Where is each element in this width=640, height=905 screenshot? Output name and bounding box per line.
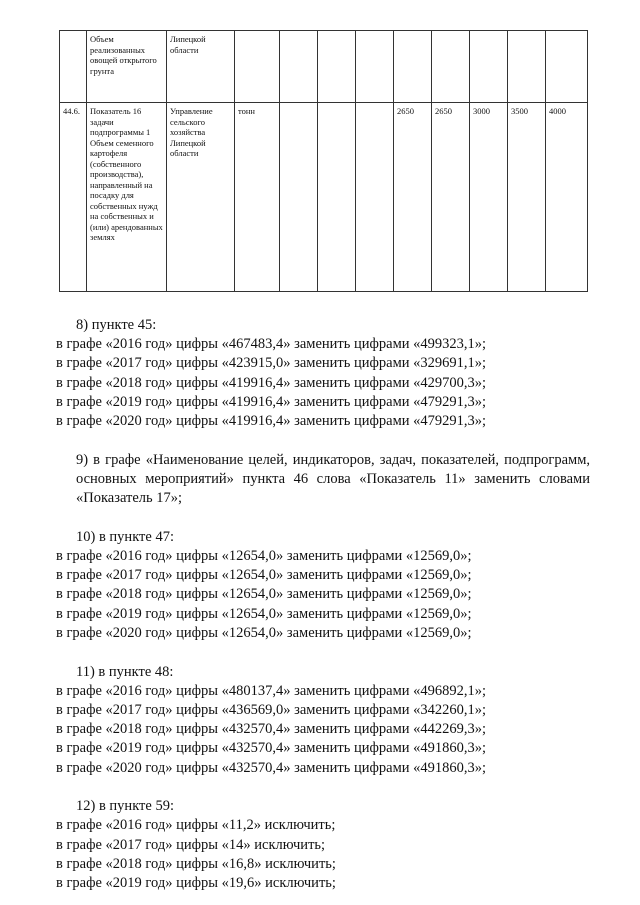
amendment-line: в графе «2019 год» цифры «19,6» исключить; <box>56 875 336 892</box>
value-cell: 2650 <box>394 103 432 292</box>
indicator-name-cell: Показатель 16 задачи подпрограммы 1 Объем семенного картофеля (собственного производства), направленный на посадку для собственных нужд на собственных и (или) арендованных землях <box>87 103 167 292</box>
amendment-line: в графе «2017 год» цифры «423915,0» заменить цифрами «329691,1»; <box>56 355 487 372</box>
table-cell <box>60 31 87 103</box>
table-cell <box>356 31 394 103</box>
section-heading: 10) в пункте 47: <box>76 528 174 545</box>
amendment-line: в графе «2019 год» цифры «12654,0» заменить цифрами «12569,0»; <box>56 605 472 622</box>
indicator-table <box>59 30 588 292</box>
amendment-line: в графе «2020 год» цифры «432570,4» заменить цифрами «491860,3»; <box>56 759 487 776</box>
value-cell: 3000 <box>470 103 508 292</box>
table-cell <box>432 31 470 103</box>
table-cell <box>280 31 318 103</box>
amendment-line: в графе «2016 год» цифры «480137,4» заменить цифрами «496892,1»; <box>56 682 487 699</box>
amendment-line: в графе «2019 год» цифры «419916,4» заменить цифрами «479291,3»; <box>56 393 487 410</box>
amendment-line: в графе «2016 год» цифры «11,2» исключить; <box>56 817 336 834</box>
table-row <box>60 103 588 292</box>
executor-cell: Управление сельского хозяйства Липецкой области <box>167 103 235 292</box>
amendment-line: в графе «2018 год» цифры «16,8» исключить; <box>56 855 336 872</box>
table-cell <box>235 31 280 103</box>
unit-cell: тонн <box>235 103 280 292</box>
table-cell <box>280 103 318 292</box>
amendment-line: в графе «2019 год» цифры «432570,4» заменить цифрами «491860,3»; <box>56 740 487 757</box>
value-cell: 3500 <box>508 103 546 292</box>
amendment-line: в графе «2017 год» цифры «14» исключить; <box>56 836 326 853</box>
table-cell <box>508 31 546 103</box>
table-cell <box>318 31 356 103</box>
amendment-line: в графе «2020 год» цифры «419916,4» заменить цифрами «479291,3»; <box>56 413 487 430</box>
amendment-paragraph: 9) в графе «Наименование целей, индикаторов, задач, показателей, подпрограмм, основных мероприятий» пункта 46 слова «Показатель 11» заменить словами «Показатель 17»; <box>76 451 590 507</box>
amendments-text <box>56 316 590 893</box>
executor-cell: Липецкой области <box>167 31 235 103</box>
table-cell <box>470 31 508 103</box>
value-cell: 4000 <box>546 103 588 292</box>
amendment-line: в графе «2018 год» цифры «432570,4» заменить цифрами «442269,3»; <box>56 721 487 738</box>
amendment-line: в графе «2020 год» цифры «12654,0» заменить цифрами «12569,0»; <box>56 624 472 641</box>
section-heading: 11) в пункте 48: <box>76 663 174 680</box>
amendment-line: в графе «2018 год» цифры «419916,4» заменить цифрами «429700,3»; <box>56 374 487 391</box>
table-cell <box>546 31 588 103</box>
amendment-line: в графе «2016 год» цифры «12654,0» заменить цифрами «12569,0»; <box>56 548 472 565</box>
value-cell: 2650 <box>432 103 470 292</box>
amendment-line: в графе «2017 год» цифры «12654,0» заменить цифрами «12569,0»; <box>56 567 472 584</box>
row-number-cell: 44.6. <box>60 103 87 292</box>
indicator-name-cell: Объем реализованных овощей открытого грунта <box>87 31 167 103</box>
table-cell <box>356 103 394 292</box>
table-row <box>60 31 588 103</box>
table-cell <box>318 103 356 292</box>
section-heading: 12) в пункте 59: <box>76 798 174 815</box>
amendment-line: в графе «2017 год» цифры «436569,0» заменить цифрами «342260,1»; <box>56 701 487 718</box>
amendment-line: в графе «2018 год» цифры «12654,0» заменить цифрами «12569,0»; <box>56 586 472 603</box>
table-cell <box>394 31 432 103</box>
amendment-line: в графе «2016 год» цифры «467483,4» заменить цифрами «499323,1»; <box>56 336 487 353</box>
section-heading: 8) пункте 45: <box>76 317 157 333</box>
